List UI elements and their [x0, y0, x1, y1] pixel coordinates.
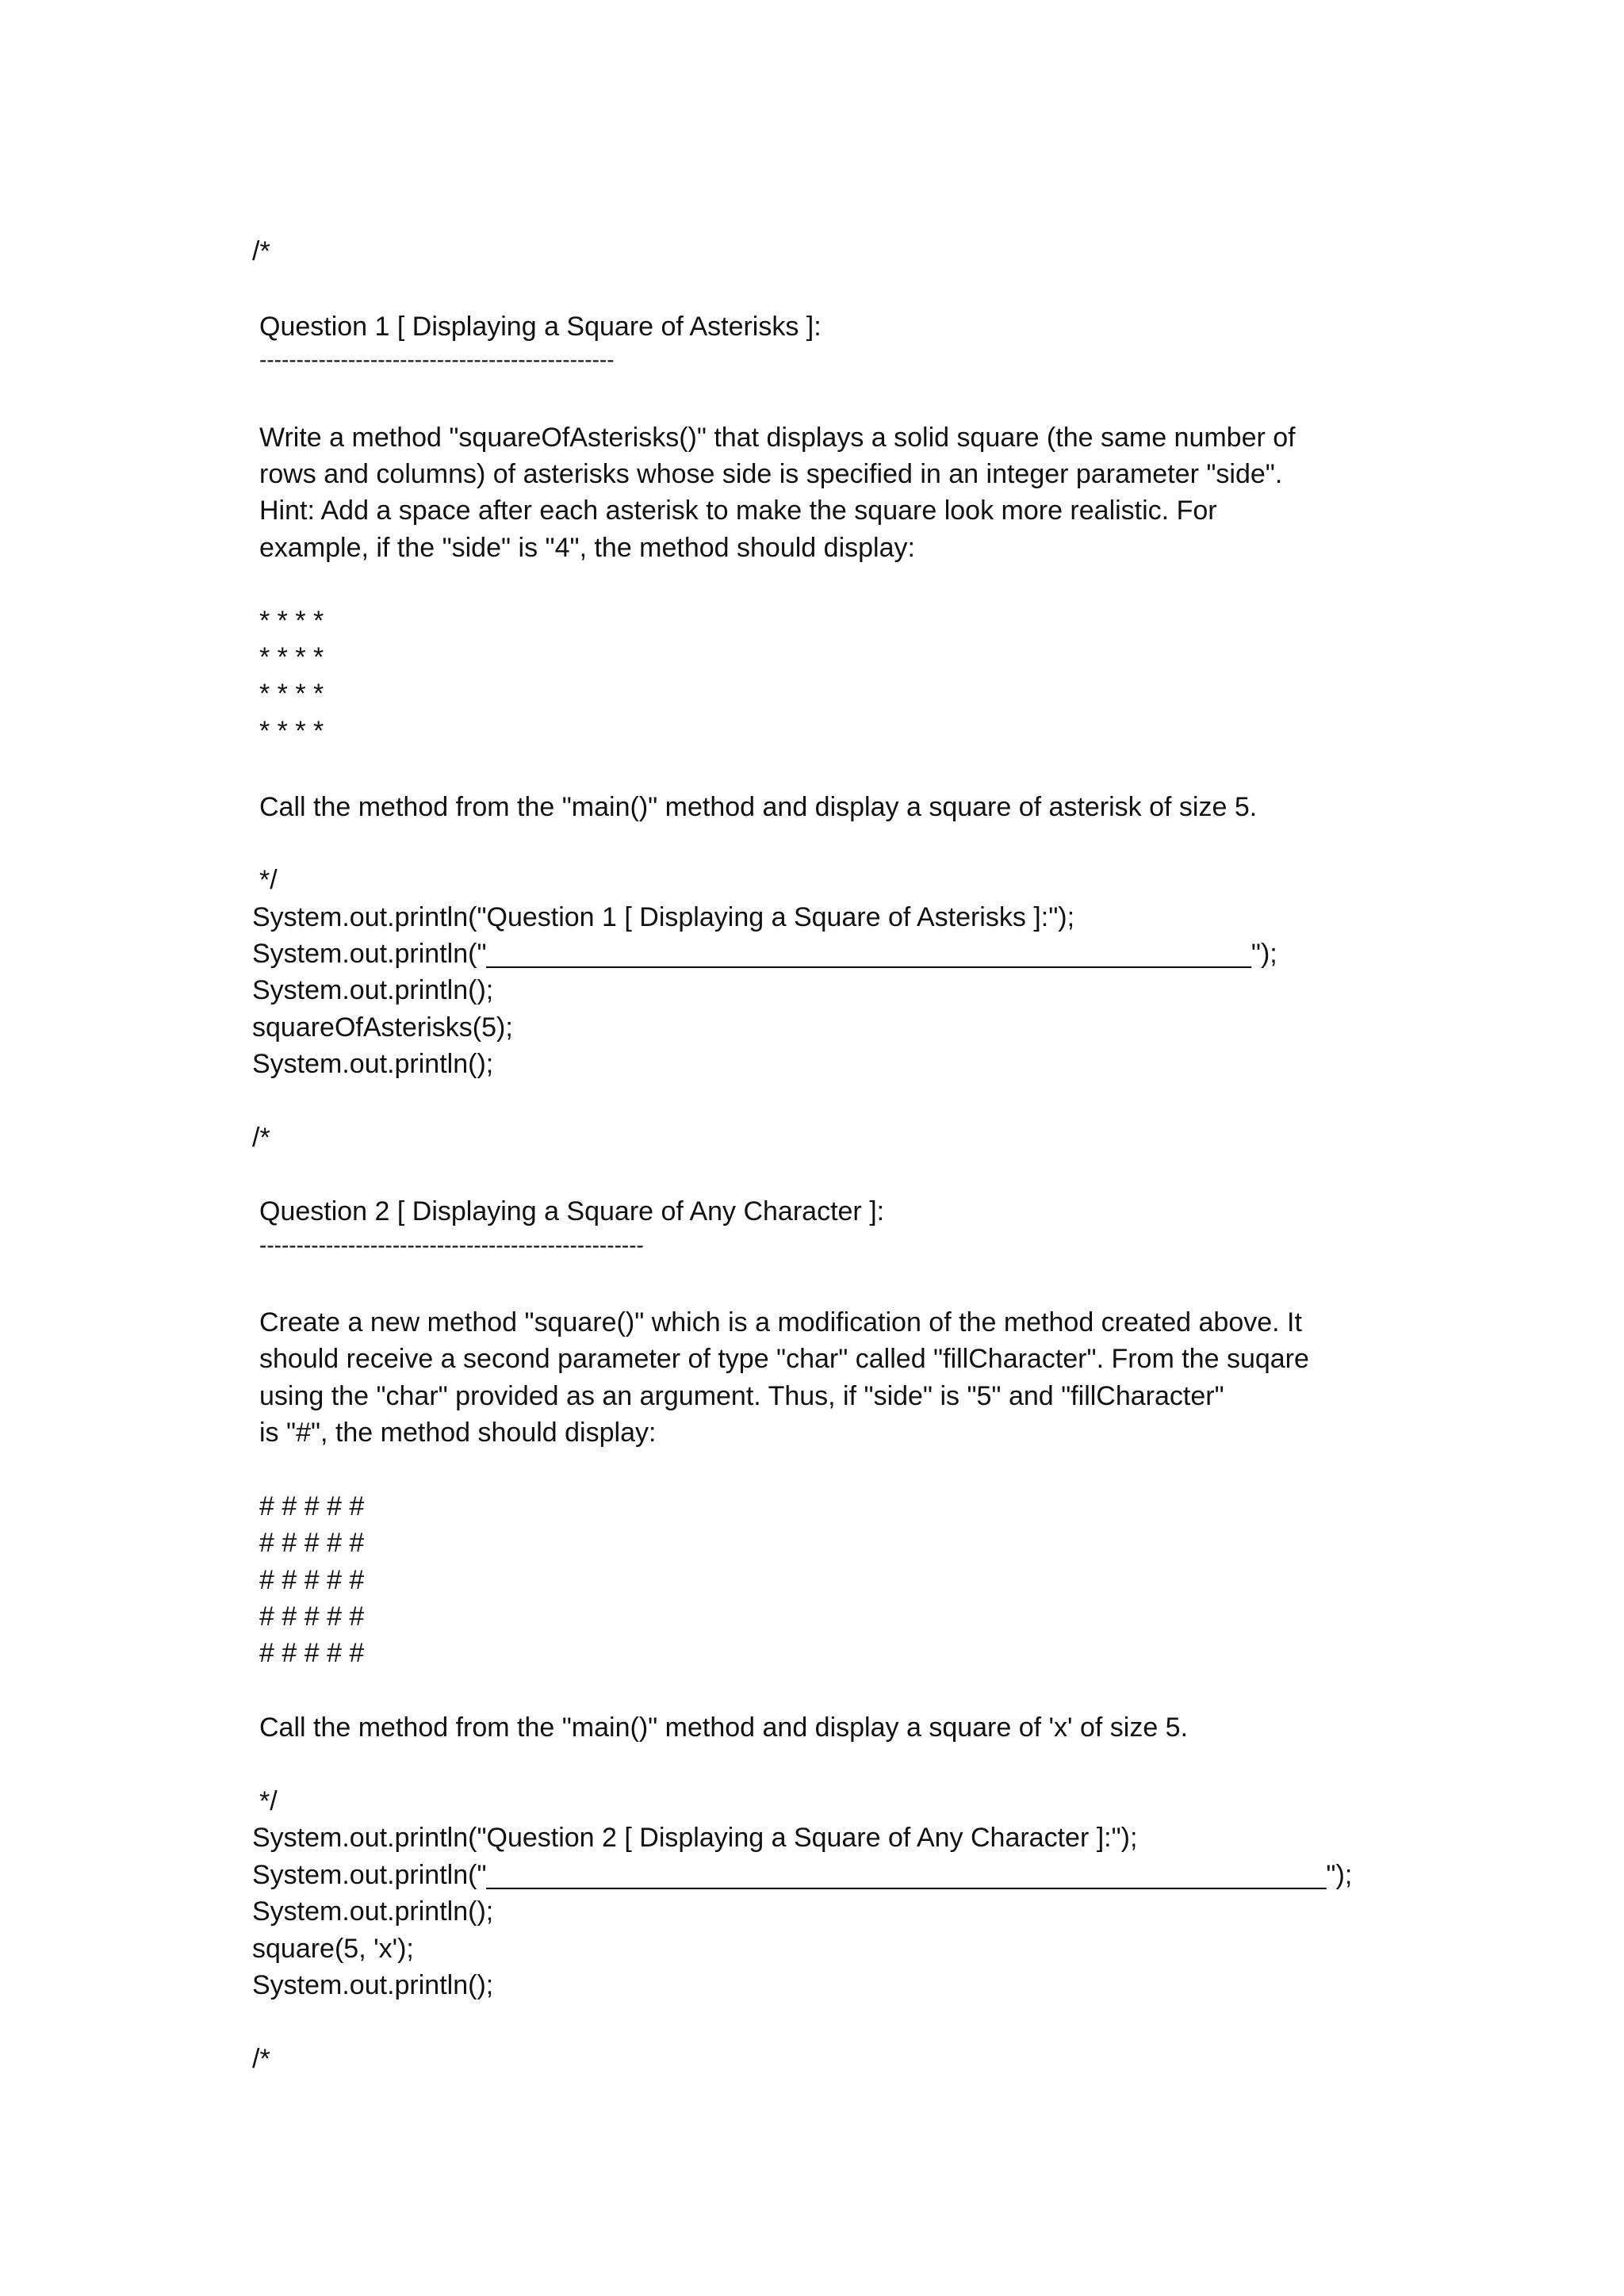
q2-open-comment: /*: [252, 1123, 270, 1153]
q1-code-line: System.out.println("___________________________________________________");: [252, 939, 1277, 969]
q2-description-line: using the "char" provided as an argument. Thus, if "side" is "5" and "fillCharacter": [259, 1381, 1224, 1411]
q1-description-line: Write a method "squareOfAsterisks()" that displays a solid square (the same number of: [259, 423, 1296, 453]
q1-instruction: Call the method from the "main()" method and display a square of asterisk of size 5.: [259, 792, 1258, 822]
q1-example-row: * * * *: [259, 642, 324, 672]
q2-description-line: should receive a second parameter of type "char" called "fillCharacter". From the suqare: [259, 1344, 1309, 1374]
q2-close-comment: */: [259, 1786, 278, 1816]
q2-description-line: Create a new method "square()" which is a modification of the method created above. It: [259, 1307, 1302, 1337]
q1-heading: Question 1 [ Displaying a Square of Asterisks ]:: [259, 312, 822, 342]
q2-example-row: # # # # #: [259, 1565, 365, 1595]
q1-close-comment: */: [259, 865, 278, 895]
q1-example-row: * * * *: [259, 606, 324, 636]
q2-example-row: # # # # #: [259, 1601, 365, 1632]
q2-heading-rule: ----------------------------------------------------: [259, 1233, 644, 1257]
q1-example-row: * * * *: [259, 679, 324, 709]
q2-code-line: square(5, 'x');: [252, 1934, 414, 1964]
q2-example-row: # # # # #: [259, 1638, 365, 1668]
q2-example-row: # # # # #: [259, 1528, 365, 1558]
q2-code-line: System.out.println("Question 2 [ Displaying a Square of Any Character ]:");: [252, 1823, 1138, 1853]
q1-code-line: System.out.println("Question 1 [ Displaying a Square of Asterisks ]:");: [252, 902, 1075, 932]
q1-code-line: System.out.println();: [252, 1049, 494, 1079]
q2-example-row: # # # # #: [259, 1491, 365, 1521]
q1-description-line: rows and columns) of asterisks whose side is specified in an integer parameter "side".: [259, 459, 1283, 489]
q2-code-line: System.out.println();: [252, 1970, 494, 2000]
q1-code-line: squareOfAsterisks(5);: [252, 1012, 513, 1043]
q1-open-comment: /*: [252, 236, 270, 266]
q1-description-line: Hint: Add a space after each asterisk to make the square look more realistic. For: [259, 496, 1217, 526]
q2-description-line: is "#", the method should display:: [259, 1418, 657, 1448]
q1-description-line: example, if the "side" is "4", the method should display:: [259, 533, 915, 563]
q1-code-line: System.out.println();: [252, 975, 494, 1005]
q2-code-line: System.out.println("________________________________________________________");: [252, 1860, 1353, 1890]
q2-heading: Question 2 [ Displaying a Square of Any Character ]:: [259, 1196, 885, 1226]
q2-instruction: Call the method from the "main()" method and display a square of 'x' of size 5.: [259, 1712, 1189, 1743]
q1-example-row: * * * *: [259, 716, 324, 746]
q1-heading-rule: ------------------------------------------------: [259, 347, 615, 372]
trailing-open-comment: /*: [252, 2044, 270, 2074]
q2-code-line: System.out.println();: [252, 1896, 494, 1927]
